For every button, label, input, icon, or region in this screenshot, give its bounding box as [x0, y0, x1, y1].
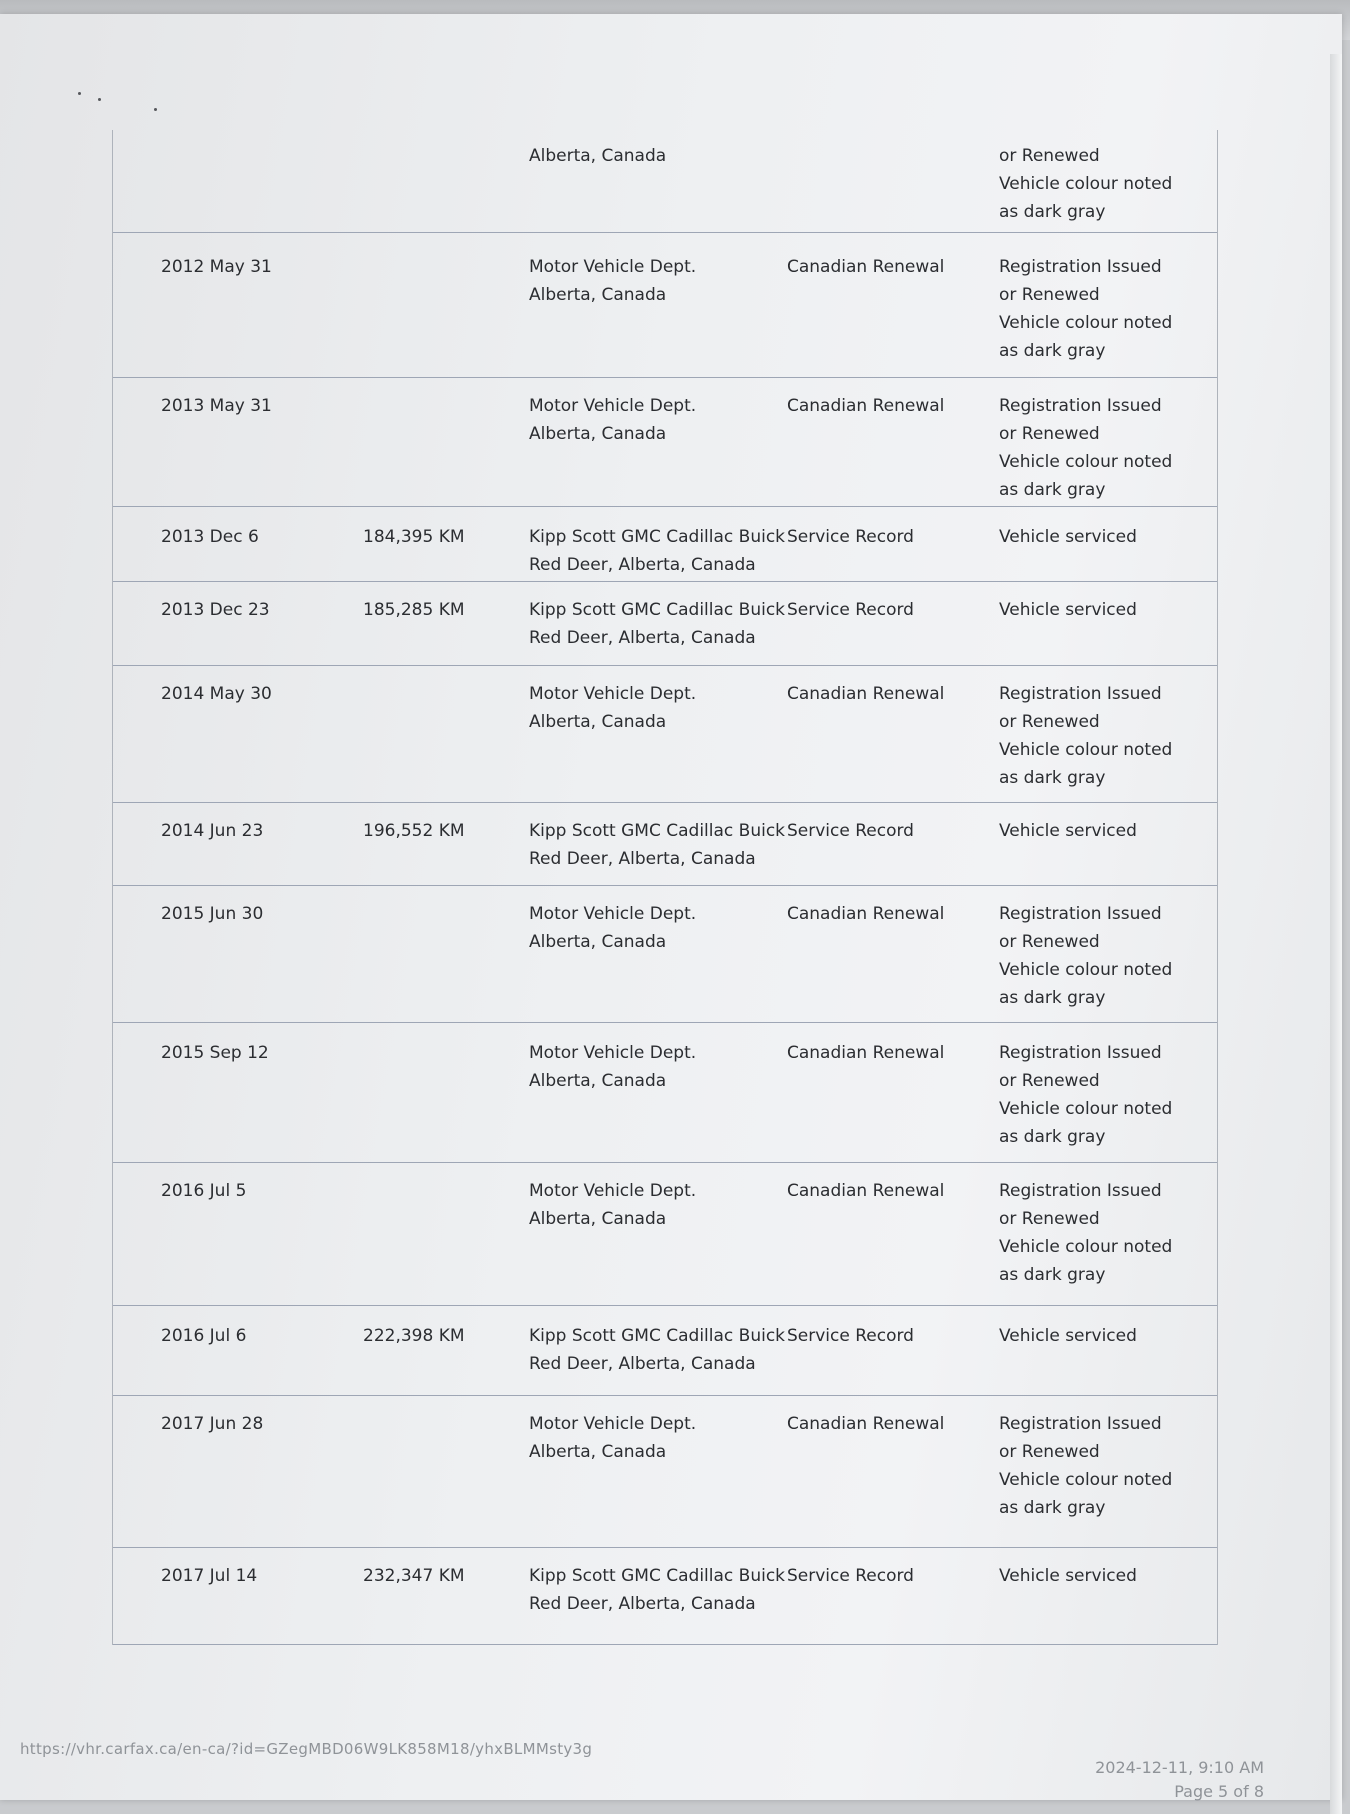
row-details-line: or Renewed [999, 285, 1100, 305]
table-row [113, 1396, 1217, 1548]
row-source-line: Red Deer, Alberta, Canada [529, 555, 756, 575]
row-details [999, 1322, 1137, 1350]
row-type: Canadian Renewal [787, 257, 945, 277]
row-details-line: Vehicle colour noted [999, 174, 1173, 194]
row-details-line: Vehicle serviced [999, 1326, 1137, 1346]
row-date: 2017 Jun 28 [161, 1414, 264, 1434]
row-date: 2017 Jul 14 [161, 1566, 258, 1586]
row-odometer: 232,347 KM [363, 1566, 465, 1586]
footer-page-number: Page 5 of 8 [1174, 1782, 1264, 1801]
row-type: Canadian Renewal [787, 684, 945, 704]
table-row [113, 378, 1217, 507]
row-type: Service Record [787, 821, 914, 841]
row-source-line: Red Deer, Alberta, Canada [529, 1594, 756, 1614]
row-details-line: Registration Issued [999, 1414, 1162, 1434]
row-details [999, 253, 1172, 365]
row-date: 2014 Jun 23 [161, 821, 264, 841]
row-type: Service Record [787, 1566, 914, 1586]
table-row [113, 1163, 1217, 1306]
row-details-line: Vehicle serviced [999, 527, 1137, 547]
row-source [529, 1177, 696, 1233]
row-source [529, 596, 785, 652]
row-date: 2013 May 31 [161, 396, 272, 416]
table-row [113, 233, 1217, 378]
row-details [999, 596, 1137, 624]
row-details-line: Registration Issued [999, 904, 1162, 924]
row-details-line: as dark gray [999, 1265, 1106, 1285]
footer-url: https://vhr.carfax.ca/en-ca/?id=GZegMBD06W9LK858M18/yhxBLMMsty3g [20, 1740, 593, 1758]
table-row [113, 886, 1217, 1023]
row-source-line: Alberta, Canada [529, 1071, 667, 1091]
row-source [529, 1322, 785, 1378]
row-type: Canadian Renewal [787, 904, 945, 924]
row-details-line: Vehicle colour noted [999, 1470, 1173, 1490]
row-date: 2015 Jun 30 [161, 904, 264, 924]
paper-speck [78, 92, 81, 95]
row-details-line: or Renewed [999, 932, 1100, 952]
row-details-line: Vehicle serviced [999, 1566, 1137, 1586]
row-source-line: Kipp Scott GMC Cadillac Buick [529, 600, 786, 620]
row-details-line: Registration Issued [999, 1043, 1162, 1063]
row-source-line: Red Deer, Alberta, Canada [529, 1354, 756, 1374]
row-details [999, 392, 1172, 504]
row-date: 2012 May 31 [161, 257, 272, 277]
row-date: 2016 Jul 5 [161, 1181, 247, 1201]
row-details-line: Registration Issued [999, 684, 1162, 704]
table-row [113, 1023, 1217, 1163]
row-details-line: as dark gray [999, 988, 1106, 1008]
footer-datetime: 2024-12-11, 9:10 AM [1095, 1758, 1264, 1777]
row-source [529, 900, 696, 956]
table-row [113, 130, 1217, 233]
printed-page [0, 14, 1342, 1800]
row-source [529, 142, 666, 170]
row-details-line: or Renewed [999, 1209, 1100, 1229]
row-details-line: Vehicle colour noted [999, 1099, 1173, 1119]
row-source [529, 680, 696, 736]
row-source-line: Red Deer, Alberta, Canada [529, 628, 756, 648]
row-details [999, 523, 1137, 551]
row-source-line: Alberta, Canada [529, 1209, 667, 1229]
row-source [529, 253, 696, 309]
row-source [529, 1039, 696, 1095]
row-source-line: Alberta, Canada [529, 712, 667, 732]
row-date: 2014 May 30 [161, 684, 272, 704]
row-source-line: Kipp Scott GMC Cadillac Buick [529, 1566, 786, 1586]
row-source [529, 1410, 696, 1466]
row-source-line: Alberta, Canada [529, 1442, 667, 1462]
row-details-line: as dark gray [999, 1498, 1106, 1518]
row-details-line: as dark gray [999, 202, 1106, 222]
row-details [999, 900, 1172, 1012]
row-details-line: Vehicle serviced [999, 821, 1137, 841]
row-type: Service Record [787, 600, 914, 620]
row-date: 2013 Dec 23 [161, 600, 270, 620]
row-type: Canadian Renewal [787, 1414, 945, 1434]
row-type: Canadian Renewal [787, 1043, 945, 1063]
row-source [529, 523, 785, 579]
row-details-line: Vehicle colour noted [999, 313, 1173, 333]
row-source [529, 392, 696, 448]
row-details-line: Vehicle colour noted [999, 740, 1173, 760]
row-source-line: Kipp Scott GMC Cadillac Buick [529, 527, 786, 547]
row-details-line: Vehicle colour noted [999, 960, 1173, 980]
row-details [999, 142, 1172, 226]
vehicle-history-table [112, 130, 1218, 1645]
row-odometer: 184,395 KM [363, 527, 465, 547]
table-row [113, 666, 1217, 803]
row-odometer: 185,285 KM [363, 600, 465, 620]
table-row [113, 803, 1217, 886]
row-details-line: or Renewed [999, 146, 1100, 166]
row-details-line: as dark gray [999, 768, 1106, 788]
page-edge [1330, 54, 1342, 1814]
row-source-line: Motor Vehicle Dept. [529, 257, 697, 277]
row-details-line: or Renewed [999, 1071, 1100, 1091]
row-source-line: Motor Vehicle Dept. [529, 904, 697, 924]
row-details-line: or Renewed [999, 712, 1100, 732]
row-type: Canadian Renewal [787, 396, 945, 416]
row-source-line: Kipp Scott GMC Cadillac Buick [529, 1326, 786, 1346]
row-source-line: Red Deer, Alberta, Canada [529, 849, 756, 869]
row-source-line: Motor Vehicle Dept. [529, 1043, 697, 1063]
row-details-line: Registration Issued [999, 396, 1162, 416]
row-source-line: Motor Vehicle Dept. [529, 396, 697, 416]
row-details [999, 1039, 1172, 1151]
row-details-line: or Renewed [999, 424, 1100, 444]
row-type: Service Record [787, 1326, 914, 1346]
row-source-line: Motor Vehicle Dept. [529, 1414, 697, 1434]
row-details-line: Vehicle serviced [999, 600, 1137, 620]
row-source-line: Alberta, Canada [529, 932, 667, 952]
row-details [999, 1410, 1172, 1522]
row-details-line: Vehicle colour noted [999, 1237, 1173, 1257]
table-row [113, 1548, 1217, 1645]
row-date: 2016 Jul 6 [161, 1326, 247, 1346]
row-details-line: or Renewed [999, 1442, 1100, 1462]
row-details-line: as dark gray [999, 480, 1106, 500]
row-source-line: Alberta, Canada [529, 285, 667, 305]
row-details [999, 680, 1172, 792]
row-source-line: Motor Vehicle Dept. [529, 684, 697, 704]
row-odometer: 222,398 KM [363, 1326, 465, 1346]
paper-speck [98, 98, 101, 101]
row-source [529, 1562, 785, 1618]
row-source-line: Motor Vehicle Dept. [529, 1181, 697, 1201]
row-source-line: Alberta, Canada [529, 424, 667, 444]
row-details [999, 817, 1137, 845]
row-source-line: Kipp Scott GMC Cadillac Buick [529, 821, 786, 841]
row-source [529, 817, 785, 873]
row-odometer: 196,552 KM [363, 821, 465, 841]
table-row [113, 582, 1217, 666]
row-details [999, 1562, 1137, 1590]
row-details-line: Registration Issued [999, 257, 1162, 277]
row-details-line: as dark gray [999, 1127, 1106, 1147]
row-date: 2013 Dec 6 [161, 527, 259, 547]
row-details-line: Registration Issued [999, 1181, 1162, 1201]
row-details [999, 1177, 1172, 1289]
row-type: Canadian Renewal [787, 1181, 945, 1201]
row-details-line: as dark gray [999, 341, 1106, 361]
row-date: 2015 Sep 12 [161, 1043, 269, 1063]
row-source-line: Alberta, Canada [529, 146, 667, 166]
row-type: Service Record [787, 527, 914, 547]
table-row [113, 507, 1217, 582]
row-details-line: Vehicle colour noted [999, 452, 1173, 472]
table-row [113, 1306, 1217, 1396]
paper-speck [154, 108, 157, 111]
